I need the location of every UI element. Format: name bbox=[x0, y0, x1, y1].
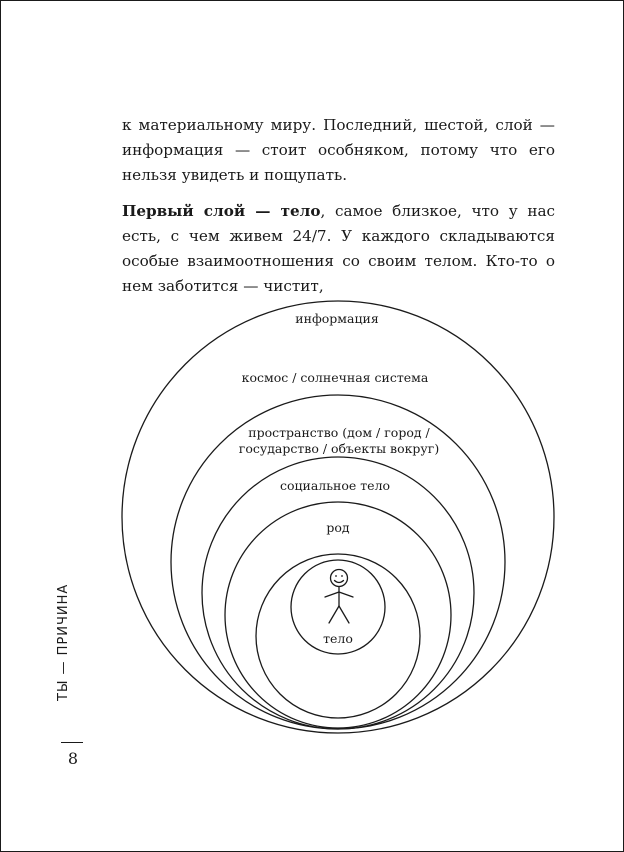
paragraph-2-rest: , самое близкое, что у нас есть, с чем живем 24/7. У каждого складываются особые взаимоотношения со своим телом. Кто-то о нем заботится — чистит, bbox=[122, 202, 556, 295]
label-space-line2: государство / объекты вокруг) bbox=[238, 441, 440, 456]
paragraph-2-bold-lead: Первый слой — тело bbox=[122, 202, 321, 220]
running-head-rule bbox=[61, 742, 83, 743]
running-head: ТЫ — ПРИЧИНА bbox=[56, 583, 71, 701]
label-body: тело bbox=[323, 631, 353, 646]
label-space-line1: пространство (дом / город / bbox=[248, 425, 430, 440]
body-text bbox=[122, 113, 555, 299]
page-number: 8 bbox=[67, 749, 79, 768]
label-kin: род bbox=[326, 520, 350, 535]
label-cosmos: космос / солнечная система bbox=[241, 370, 429, 385]
paragraph-1: к материальному миру. Последний, шестой, слой — информация — стоит особняком, потому что его нельзя увидеть и пощупать. bbox=[122, 116, 555, 184]
label-social-body: социальное тело bbox=[279, 478, 391, 493]
circle-information bbox=[122, 301, 554, 733]
stick-figure-icon bbox=[325, 570, 353, 624]
layers-diagram bbox=[1, 281, 624, 751]
label-information: информация bbox=[295, 311, 379, 326]
